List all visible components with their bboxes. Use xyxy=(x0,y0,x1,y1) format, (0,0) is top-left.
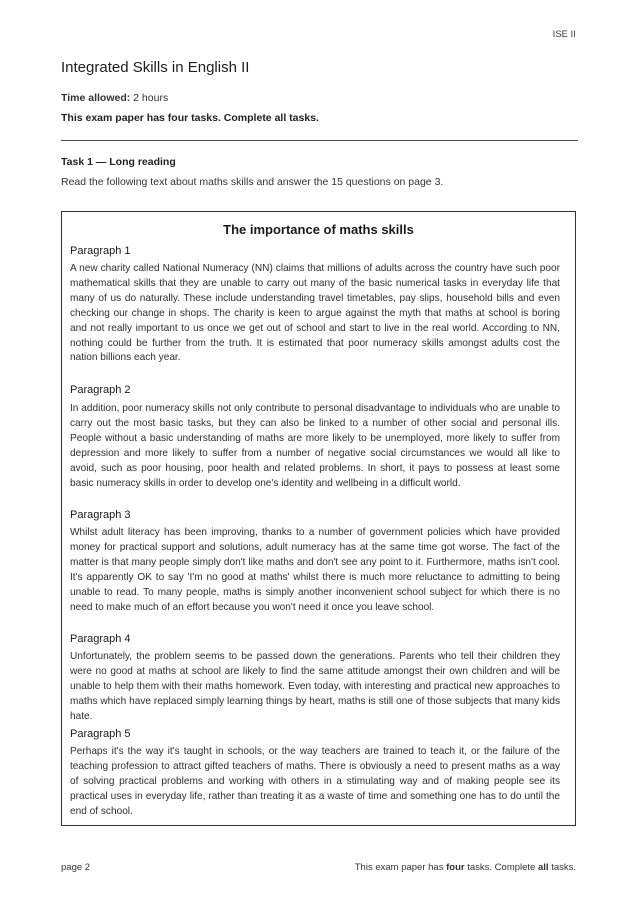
footer-note-bold-all: all xyxy=(537,862,549,873)
time-allowed-value: 2 hours xyxy=(133,92,169,104)
footer-page-number: page 2 xyxy=(61,862,91,873)
time-allowed-label: Time allowed: xyxy=(61,92,131,104)
task-intro: Read the following text about maths skills and answer the 15 questions on page 3. xyxy=(61,176,444,188)
header-exam-tag: ISE II xyxy=(552,29,576,39)
exam-instructions: This exam paper has four tasks. Complete all tasks. xyxy=(61,112,319,124)
footer-note-bold-four: four xyxy=(446,862,465,873)
footer-note-middle: tasks. Complete xyxy=(467,862,536,873)
footer-note-prefix: This exam paper has xyxy=(354,862,444,873)
paragraph-1-text: A new charity called National Numeracy (NN) claims that millions of adults across the country have such poor mathematical skills that they are unable to carry out many of the basic numerical tasks in everyday life that many of us do naturally. These include understanding travel timetables, pay slips, household bills and even checking our change in shops. The charity is keen to argue against the myth that maths at school is boring and not really important to us once we get out of school and start to live in the real world. According to NN, nothing could be further from the truth. It is estimated that poor numeracy skills amongst adults cost the nation billions each year. xyxy=(70,263,560,364)
paragraph-5-label: Paragraph 5 xyxy=(70,728,131,740)
paragraph-4-text: Unfortunately, the problem seems to be passed down the generations. Parents who tell their children they were no good at maths at school are likely to find the same attitude amongst their own children and will be unable to help them with their maths homework. Even today, with interesting and practical new approaches to maths which have replaced simply learning things by heart, maths is still one of those subjects that many kids hate. xyxy=(70,651,560,722)
paragraph-2-text: In addition, poor numeracy skills not only contribute to personal disadvantage to individuals who are unable to carry out the most basic tasks, but they can also be linked to a number of other social and personal ills. People without a basic understanding of maths are more likely to be unemployed, more likely to suffer from depression and more likely to suffer from a number of negative social circumstances we would all like to avoid, such as poor housing, poor health and related problems. In short, it pays to possess at least some basic numeracy skills in order to develop one's identity and wellbeing in a difficult world. xyxy=(70,403,560,489)
footer-note-suffix: tasks. xyxy=(551,862,576,873)
horizontal-divider xyxy=(61,140,578,141)
reading-text-box xyxy=(61,211,576,826)
paragraph-3-label: Paragraph 3 xyxy=(70,509,131,521)
task-heading: Task 1 — Long reading xyxy=(61,156,176,168)
footer-note xyxy=(355,862,576,873)
paragraph-2-label: Paragraph 2 xyxy=(70,384,131,396)
reading-title: The importance of maths skills xyxy=(223,222,414,237)
paragraph-3-text: Whilst adult literacy has been improving, thanks to a number of government policies which have provided money for practical support and solutions, adult numeracy has at the same time got worse. The fact of the matter is that many people simply don't like maths and don't see any point to it. Furthermore, maths isn't cool. It's apparently OK to say 'I'm no good at maths' whilst there is much more reluctance to admitting to being unable to read. To many people, maths is simply another inconvenient school subject for which there is no need to make much of an effort because you won't need it once you leave school. xyxy=(70,527,560,613)
paragraph-1-label: Paragraph 1 xyxy=(70,245,131,257)
exam-title: Integrated Skills in English II xyxy=(61,59,250,76)
paragraph-4-label: Paragraph 4 xyxy=(70,633,131,645)
time-allowed-line xyxy=(61,92,168,104)
paragraph-5-text: Perhaps it's the way it's taught in schools, or the way teachers are trained to teach it, or the failure of the teaching profession to attract gifted teachers of maths. There is obviously a need to present maths as a way of solving practical problems and working with others in a stimulating way and of making people see its practical uses in everyday life, rather than treating it as a waste of time and something one has to do until the end of school. xyxy=(70,746,560,817)
